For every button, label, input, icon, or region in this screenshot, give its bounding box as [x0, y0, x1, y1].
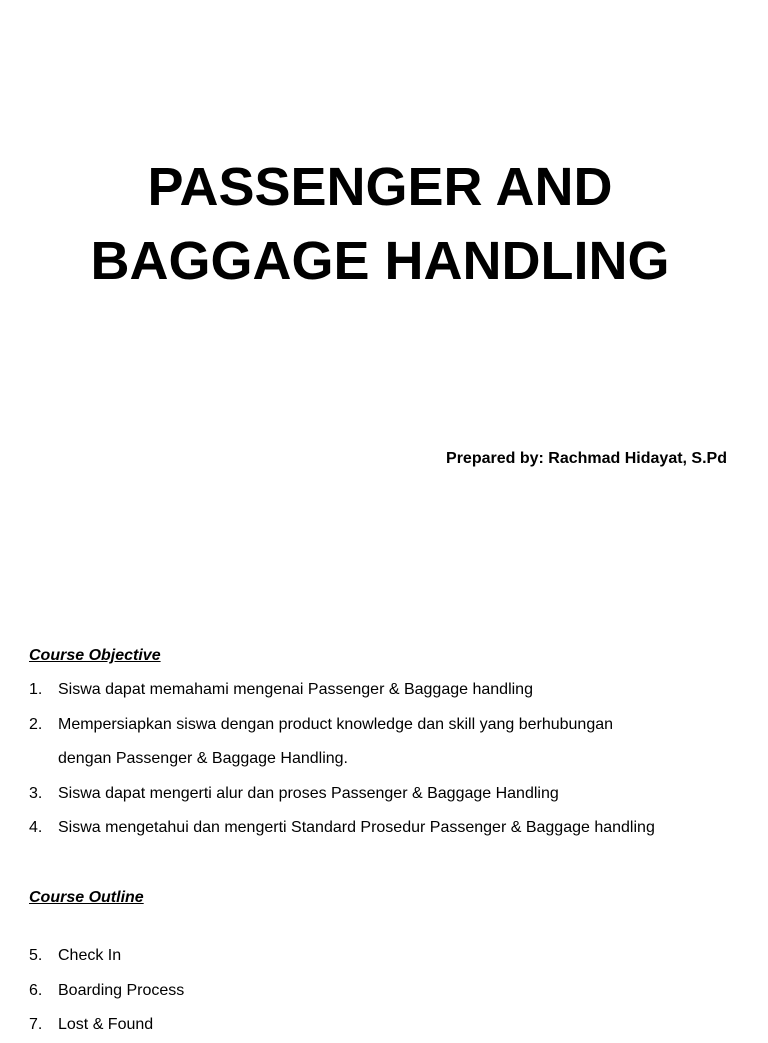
- list-item-number: 2.: [29, 715, 43, 733]
- prepared-by: Prepared by: Rachmad Hidayat, S.Pd: [446, 450, 727, 467]
- list-item-text: Boarding Process: [58, 981, 185, 999]
- list-item: [29, 1008, 749, 1043]
- list-item: [29, 811, 749, 846]
- course-objective-heading: Course Objective: [29, 647, 161, 664]
- list-item-text: Siswa mengetahui dan mengerti Standard Prosedur Passenger & Baggage handling: [58, 819, 655, 836]
- list-item-text: Siswa dapat mengerti alur dan proses Passenger & Baggage Handling: [58, 784, 559, 802]
- list-item-number: 7.: [29, 1016, 43, 1033]
- course-outline-heading: Course Outline: [29, 889, 144, 906]
- list-item: [29, 777, 749, 812]
- list-item: [29, 673, 749, 708]
- list-item-text: Check In: [58, 947, 122, 964]
- list-item: [29, 974, 749, 1009]
- list-item-text: Mempersiapkan siswa dengan product knowledge dan skill yang berhubungan dengan Passenger & Baggage Handling.: [58, 715, 614, 767]
- title-line-1: PASSENGER AND: [147, 157, 613, 217]
- course-outline-list: [29, 939, 749, 1043]
- list-item-text: Lost & Found: [58, 1016, 154, 1033]
- list-item-number: 6.: [29, 981, 43, 999]
- list-item: [29, 939, 749, 974]
- list-item-number: 4.: [29, 819, 43, 836]
- list-item: [29, 708, 749, 777]
- title-line-2: BAGGAGE HANDLING: [90, 231, 670, 291]
- list-item-text: Siswa dapat memahami mengenai Passenger & Baggage handling: [58, 681, 533, 698]
- course-objective-list: [29, 673, 749, 846]
- list-item-number: 1.: [29, 681, 43, 698]
- list-item-number: 5.: [29, 947, 43, 964]
- list-item-number: 3.: [29, 784, 43, 802]
- document-title: [0, 150, 760, 298]
